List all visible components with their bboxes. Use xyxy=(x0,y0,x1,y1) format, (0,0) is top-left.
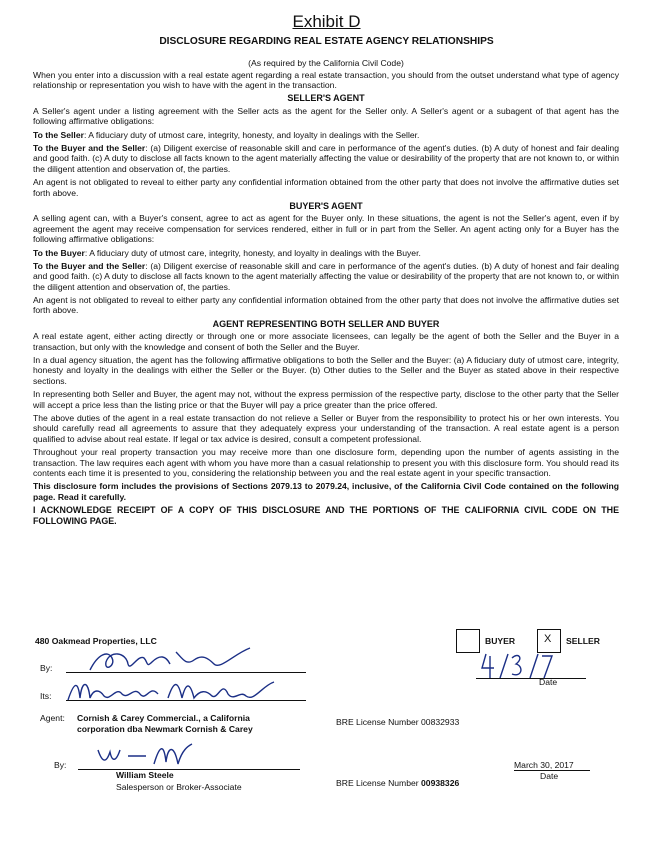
bre-license-1: BRE License Number 00832933 xyxy=(336,717,460,727)
salesperson-title: Salesperson or Broker-Associate xyxy=(116,782,242,792)
to-seller-text: : A fiduciary duty of utmost care, integrity, honesty, and loyalty in dealings with the Seller. xyxy=(83,129,420,140)
dual-agent-p3: In representing both Seller and Buyer, the agent may not, without the express permission of the respective party, disclose to the other party that the Seller will accept a price less than the listing price or that the Buyer will pay a price greater than the price offered. xyxy=(33,389,619,410)
seller-label: SELLER xyxy=(566,636,600,646)
salesperson-name: William Steele xyxy=(116,770,174,780)
to-buyer-text: : A fiduciary duty of utmost care, integrity, honesty, and loyalty in dealings with the Buyer. xyxy=(84,247,421,258)
by-label: By: xyxy=(40,663,53,673)
date-line xyxy=(476,678,586,679)
to-both-text: : (a) Diligent exercise of reasonable skill and care in performance of the agent's duties. (b) A duty of honest and fair dealing and good faith. (c) A duty to disclose all facts known to the agent materially affecting the value or desirability of the property that are not known to, or within the diligent attention and observation of, the parties. xyxy=(33,142,619,174)
agent-line-2: corporation dba Newmark Cornish & Carey xyxy=(77,724,253,734)
dual-agent-p2 xyxy=(33,355,619,387)
page-title: Exhibit D xyxy=(292,12,361,31)
civil-code-note: (As required by the California Civil Code) xyxy=(248,58,404,68)
sellers-agent-heading: SELLER'S AGENT xyxy=(287,93,365,104)
buyers-agent-to-buyer xyxy=(33,248,619,259)
to-both-label: To the Buyer and the Seller xyxy=(33,142,146,153)
signing-date: March 30, 2017 xyxy=(514,760,574,770)
document-subtitle: DISCLOSURE REGARDING REAL ESTATE AGENCY RELATIONSHIPS xyxy=(159,36,494,47)
dual-agent-p2a: In a dual agency situation, the agent has the following affirmative obligations to both the Seller and the Buyer xyxy=(33,354,449,365)
to-seller-label: To the Seller xyxy=(33,129,84,140)
party-name: 480 Oakmead Properties, LLC xyxy=(35,636,157,646)
its-handwriting xyxy=(64,672,279,708)
by2-label: By: xyxy=(54,760,67,770)
dual-agent-p4: The above duties of the agent in a real estate transaction do not relieve a Seller or Buyer from the responsibility to protect his or her own interests. You should carefully read all agreements to assure that they adequately express your understanding of the transaction. A real estate agent is a person qualified to advise about real estate. If legal or tax advice is desired, consult a competent professional. xyxy=(33,412,619,444)
bre-license-2-prefix: BRE License Number xyxy=(336,778,422,788)
sellers-agent-intro: A Seller's agent under a listing agreement with the Seller acts as the agent for the Seller only. A Seller's agent or a subagent of that agent has the following affirmative obligations: xyxy=(33,105,619,127)
buyer-checkbox[interactable] xyxy=(456,629,480,653)
salesperson-signature-image xyxy=(94,740,194,770)
to-both-text: : (a) Diligent exercise of reasonable skill and care in performance of the agent's duties. (b) A duty of honest and fair dealing and good faith. (c) A duty to disclose all facts known to the agent materially affecting the value or desirability of the property that are not known to, or within the diligent attention and observation of, the parties. xyxy=(33,260,619,292)
sellers-agent-to-both xyxy=(33,143,619,175)
buyers-agent-confidential: An agent is not obligated to reveal to either party any confidential information obtained from the other party that does not involve the affirmative duties set forth above. xyxy=(33,294,619,316)
buyers-agent-to-both xyxy=(33,261,619,293)
buyers-agent-heading: BUYER'S AGENT xyxy=(289,200,363,211)
signing-date-label: Date xyxy=(540,771,559,781)
agent-line-1: Cornish & Carey Commercial., a California xyxy=(77,713,250,723)
intro-paragraph: When you enter into a discussion with a real estate agent regarding a real estate transaction, you should from the outset understand what type of agency relationship or representation you wish to have with the agent in the transaction. xyxy=(33,69,619,91)
date-label: Date xyxy=(539,677,558,687)
buyers-agent-intro: A selling agent can, with a Buyer's consent, agree to act as agent for the Buyer only. In these situations, the agent is not the Seller's agent, even if by agreement the agent may receive compensation for services rendered, either in full or in part from the Seller. An agent acting only for a Buyer has the following affirmative obligations: xyxy=(33,213,619,245)
salesperson-signature-line xyxy=(78,769,300,770)
dual-agent-heading: AGENT REPRESENTING BOTH SELLER AND BUYER xyxy=(212,318,440,329)
disclosure-provisions: This disclosure form includes the provisions of Sections 2079.13 to 2079.24, inclusive, of the California Civil Code contained on the following page. Read it carefully. xyxy=(33,481,619,502)
dual-agent-p2b: : (a) A fiduciary duty of utmost care, integrity, honesty and loyalty in the dealings with either the Seller or the Buyer. (b) Other duties to the Seller and the Buyer as stated above in their respective sections. xyxy=(33,354,620,387)
acknowledgement: I ACKNOWLEDGE RECEIPT OF A COPY OF THIS DISCLOSURE AND THE PORTIONS OF THE CALIFORNIA CIVIL CODE ON THE FOLLOWING PAGE. xyxy=(33,505,619,526)
seller-check-mark: X xyxy=(544,633,552,645)
bre-license-2-number: 00938326 xyxy=(421,778,460,788)
sellers-agent-confidential: An agent is not obligated to reveal to either party any confidential information obtained from the other party that does not involve the affirmative duties set forth above. xyxy=(33,176,619,198)
bre-license-2 xyxy=(336,778,459,788)
dual-agent-p1: A real estate agent, either acting directly or through one or more associate licensees, can legally be the agent of both the Seller and the Buyer in a transaction, but only with the knowledge and consent of both the Seller and the Buyer. xyxy=(33,331,619,352)
sellers-agent-to-seller xyxy=(33,130,619,141)
dual-agent-p5: Throughout your real property transaction you may receive more than one disclosure form, depending upon the number of agents assisting in the transaction. The law requires each agent with whom you have more than a casual relationship to present you with this disclosure form. You should read its contents each time it is presented to you, considering the relationship between you and the real estate agent in your specific transaction. xyxy=(33,447,619,479)
buyer-label: BUYER xyxy=(485,636,516,646)
agent-label: Agent: xyxy=(40,713,65,723)
to-both-label: To the Buyer and the Seller xyxy=(33,260,146,271)
its-label: Its: xyxy=(40,691,52,701)
document-body xyxy=(33,58,619,529)
to-buyer-label: To the Buyer xyxy=(33,247,85,258)
